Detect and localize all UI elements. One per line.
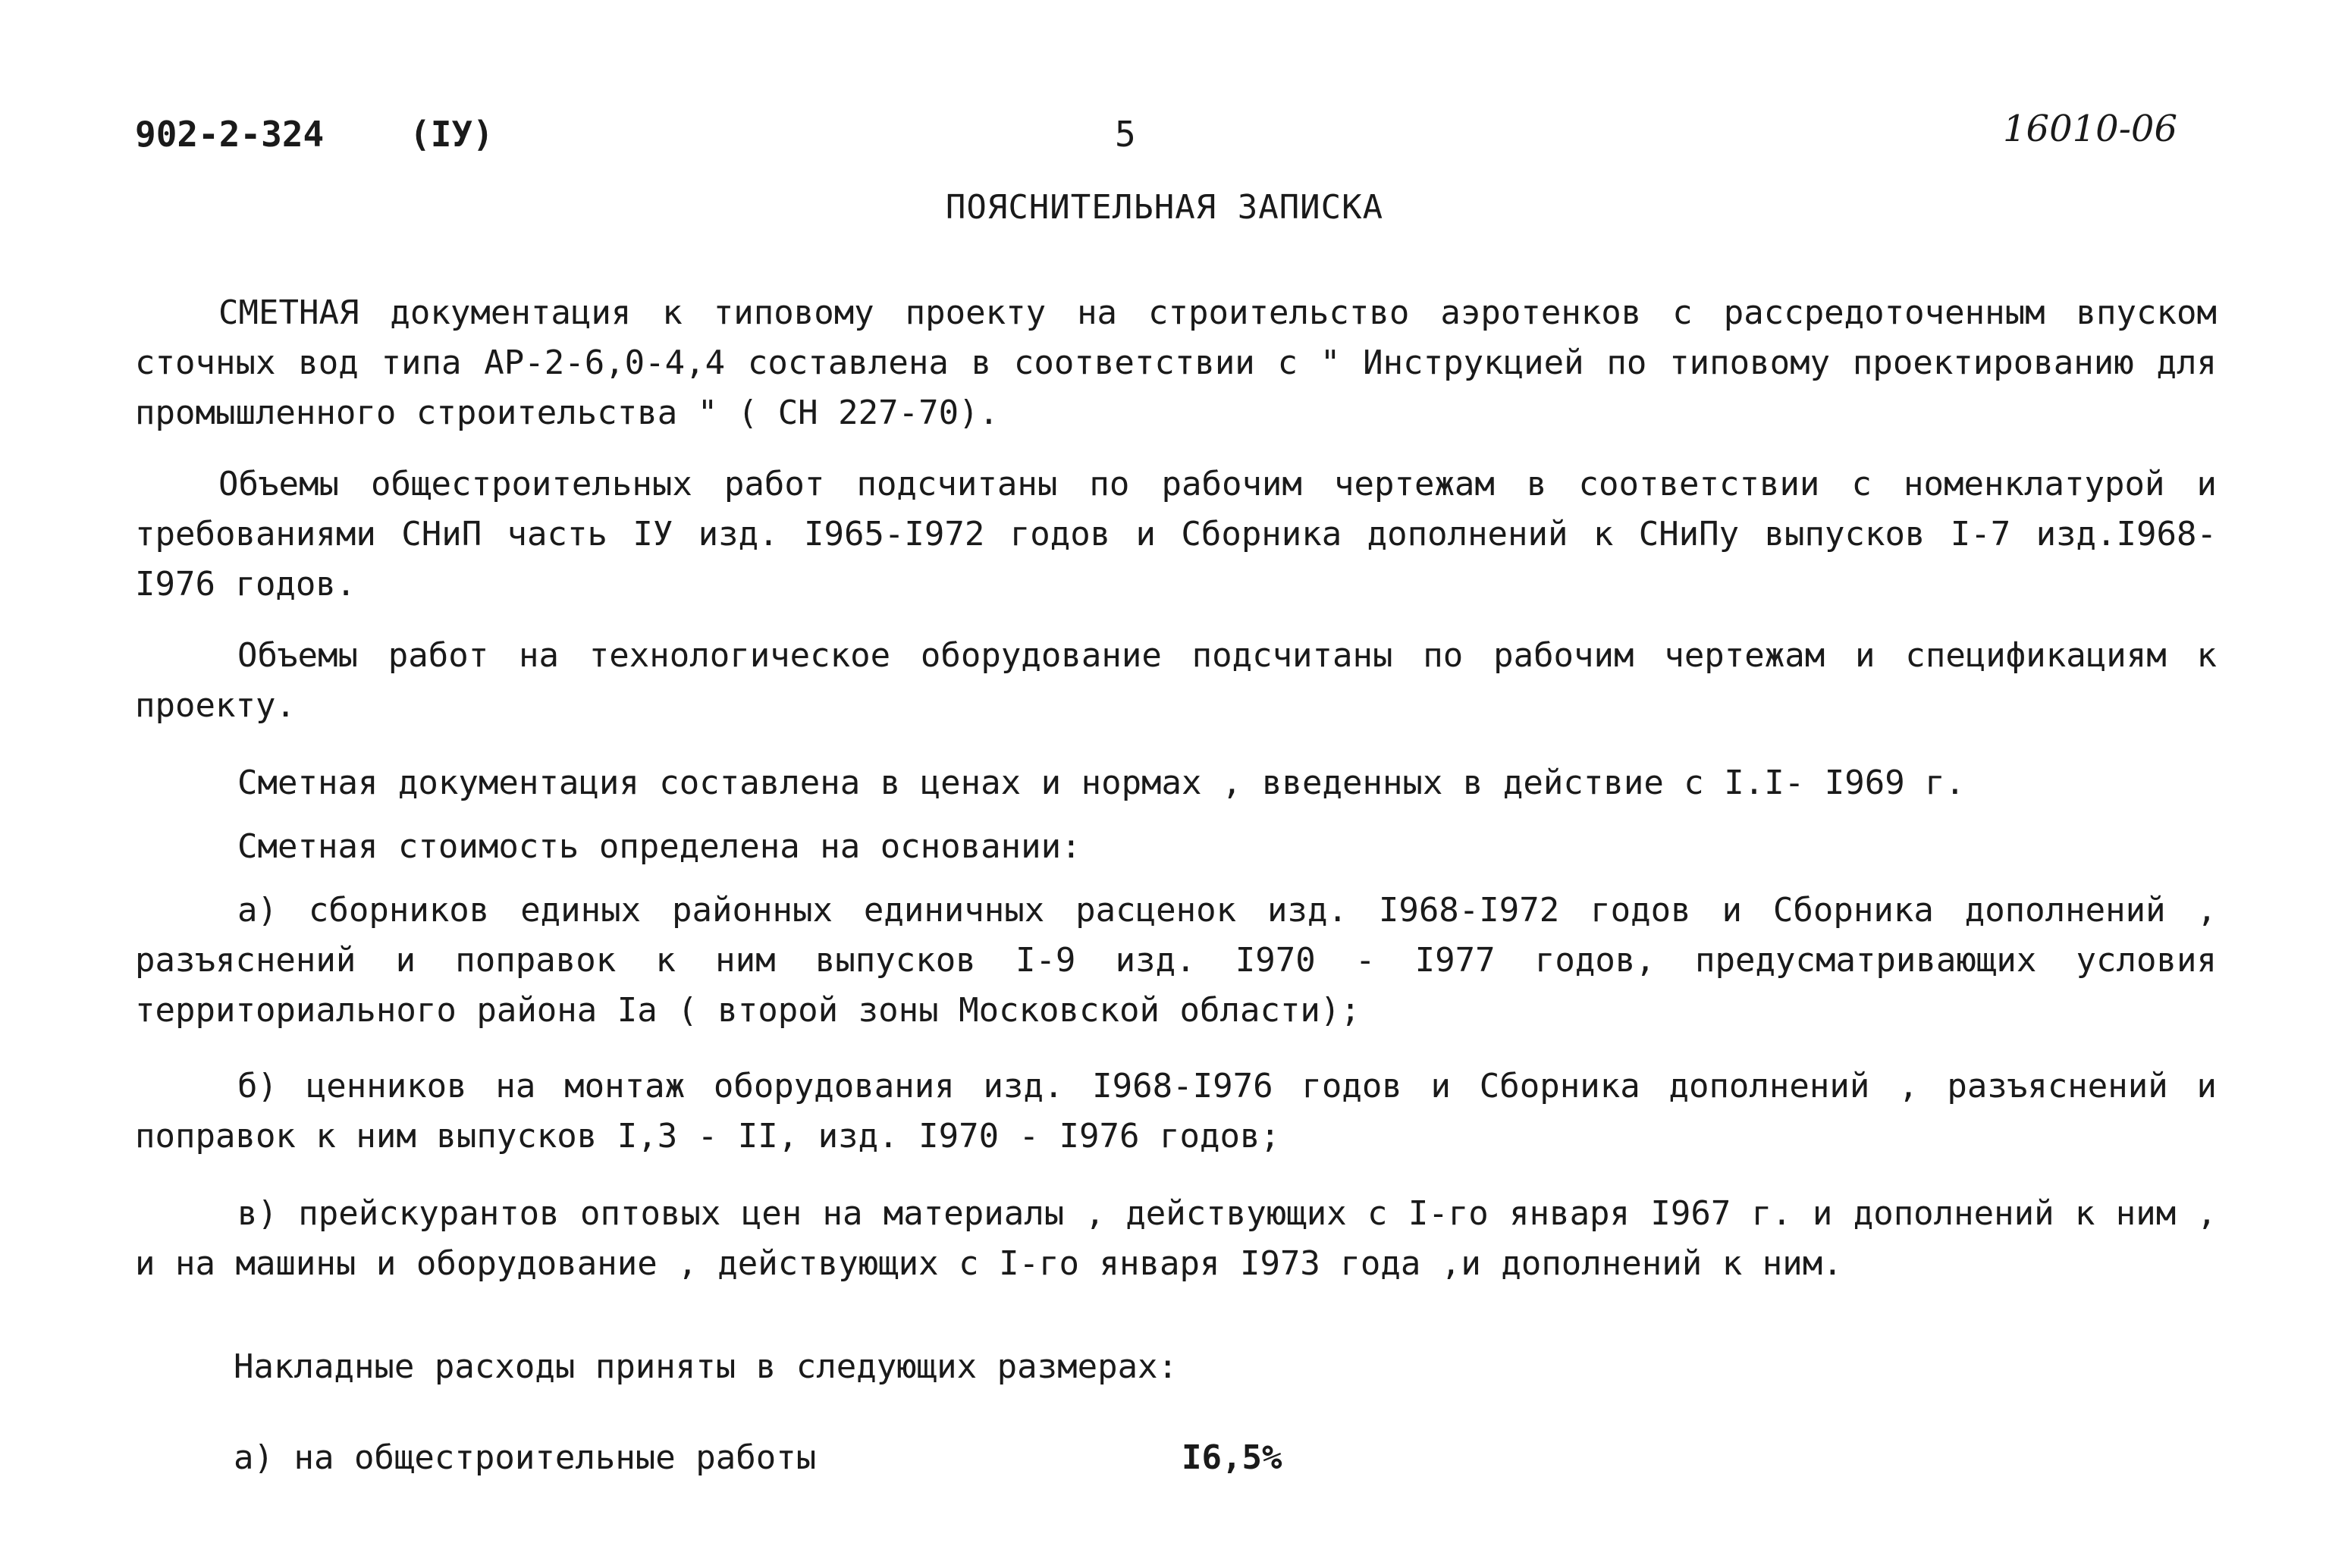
- list-item-b: б) ценников на монтаж оборудования изд. I968-I976 годов и Сборника дополнений , разъяснений и поправок к ним выпусков I,3 - II, изд. I970 - I976 годов;: [135, 1067, 2217, 1156]
- paragraph-intro: СМЕТНАЯ документация к типовому проекту на строительство аэротенков с рассредоточенным впуском сточных вод типа АР-2-6,0-4,4 составлена в соответствии с " Инструкцией по типовому проектированию для промышленного строительства " ( СН 227-70).: [135, 293, 2217, 432]
- paragraph-basis: Сметная стоимость определена на основании:: [237, 827, 1081, 866]
- paragraph-equipment-works: Объемы работ на технологическое оборудование подсчитаны по рабочим чертежам и спецификациям к проекту.: [135, 636, 2217, 725]
- paragraph-prices: Сметная документация составлена в ценах и нормах , введенных в действие с I.I- I969 г.: [237, 764, 1966, 802]
- list-item-c: в) прейскурантов оптовых цен на материалы , действующих с I-го января I967 г. и дополнений к ним , и на машины и оборудование , действующих с I-го января I973 года ,и дополнений к ним.: [135, 1194, 2217, 1283]
- document-part: (IУ): [410, 114, 494, 155]
- overhead-row: [234, 1433, 1282, 1483]
- page-title: ПОЯСНИТЕЛЬНАЯ ЗАПИСКА: [945, 188, 1384, 227]
- document-code: 902-2-324: [135, 114, 325, 155]
- paragraph-overhead: Накладные расходы приняты в следующих размерах:: [234, 1347, 1179, 1386]
- page-number: 5: [1115, 114, 1136, 155]
- overhead-value: I6,5%: [1182, 1438, 1282, 1477]
- list-item-a: а) сборников единых районных единичных расценок изд. I968-I972 годов и Сборника дополнений , разъяснений и поправок к ним выпусков I-9 изд. I970 - I977 годов, предусматривающих условия территориального района Iа ( второй зоны Московской области);: [135, 891, 2217, 1030]
- overhead-label: а) на общестроительные работы: [234, 1438, 817, 1477]
- inventory-number: 16010-06: [2003, 108, 2177, 150]
- paragraph-general-works: Объемы общестроительных работ подсчитаны по рабочим чертежам в соответствии с номенклатурой и требованиями СНиП часть IУ изд. I965-I972 годов и Сборника дополнений к СНиПу выпусков I-7 изд.I968-I976 годов.: [135, 465, 2217, 604]
